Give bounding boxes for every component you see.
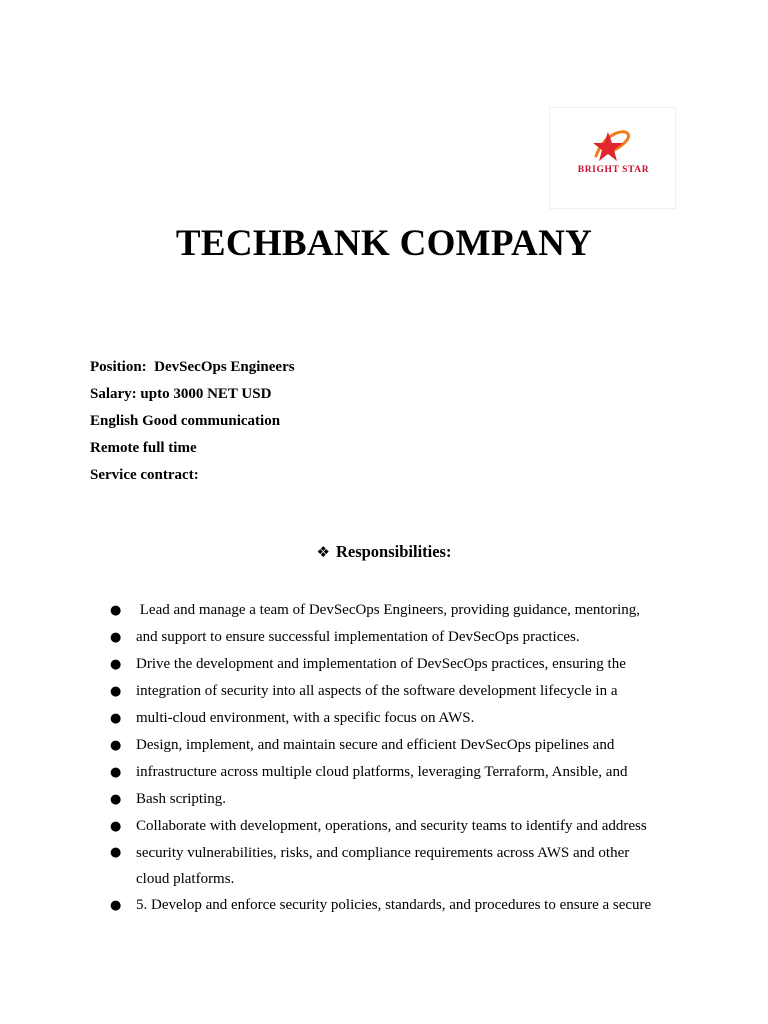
list-item-text: Design, implement, and maintain secure and efficient DevSecOps pipelines and xyxy=(136,737,615,753)
bullet-icon: ● xyxy=(110,765,122,780)
diamond-ornament-icon: ❖ xyxy=(316,543,330,561)
responsibilities-list xyxy=(110,597,710,919)
list-item xyxy=(110,892,710,919)
list-item xyxy=(110,759,710,786)
logo-wordmark: BRIGHT STAR xyxy=(577,165,650,175)
list-item-text: security vulnerabilities, risks, and compliance requirements across AWS and other cloud platforms. xyxy=(136,845,630,887)
job-info-list xyxy=(90,354,295,489)
responsibilities-heading xyxy=(0,542,768,562)
list-item xyxy=(110,840,641,892)
star-logo-icon xyxy=(590,126,634,168)
info-salary: Salary: upto 3000 NET USD xyxy=(90,386,272,402)
bullet-icon: ● xyxy=(110,819,122,834)
list-item-text: and support to ensure successful implementation of DevSecOps practices. xyxy=(136,629,580,645)
list-item-text: multi-cloud environment, with a specific focus on AWS. xyxy=(136,710,475,726)
list-item xyxy=(110,624,710,651)
bullet-icon: ● xyxy=(110,711,122,726)
bullet-icon: ● xyxy=(110,603,122,618)
list-item xyxy=(110,813,710,840)
list-item-text: Collaborate with development, operations, and security teams to identify and address xyxy=(136,818,647,834)
list-item xyxy=(110,597,710,624)
list-item-text: infrastructure across multiple cloud platforms, leveraging Terraform, Ansible, and xyxy=(136,764,628,780)
list-item-text: Lead and manage a team of DevSecOps Engineers, providing guidance, mentoring, xyxy=(136,602,641,618)
list-item-text: Bash scripting. xyxy=(136,791,226,807)
info-english: English Good communication xyxy=(90,413,281,429)
list-item xyxy=(110,732,710,759)
list-item-text: 5. Develop and enforce security policies, standards, and procedures to ensure a secure xyxy=(136,897,652,913)
bullet-icon: ● xyxy=(110,898,122,913)
list-item xyxy=(110,651,710,678)
info-remote: Remote full time xyxy=(90,440,197,456)
bullet-icon: ● xyxy=(110,684,122,699)
company-logo xyxy=(549,107,676,209)
info-position: Position: DevSecOps Engineers xyxy=(90,359,295,375)
bullet-icon: ● xyxy=(110,657,122,672)
bullet-icon: ● xyxy=(110,738,122,753)
list-item-text: integration of security into all aspects of the software development lifecycle in a xyxy=(136,683,618,699)
responsibilities-label: Responsibilities: xyxy=(335,542,452,561)
bullet-icon: ● xyxy=(110,792,122,807)
info-contract: Service contract: xyxy=(90,467,199,483)
list-item xyxy=(110,678,710,705)
bullet-icon: ● xyxy=(110,845,122,860)
page-title: TECHBANK COMPANY xyxy=(175,223,593,264)
list-item-text: Drive the development and implementation of DevSecOps practices, ensuring the xyxy=(136,656,626,672)
bullet-icon: ● xyxy=(110,630,122,645)
list-item xyxy=(110,786,710,813)
list-item xyxy=(110,705,710,732)
